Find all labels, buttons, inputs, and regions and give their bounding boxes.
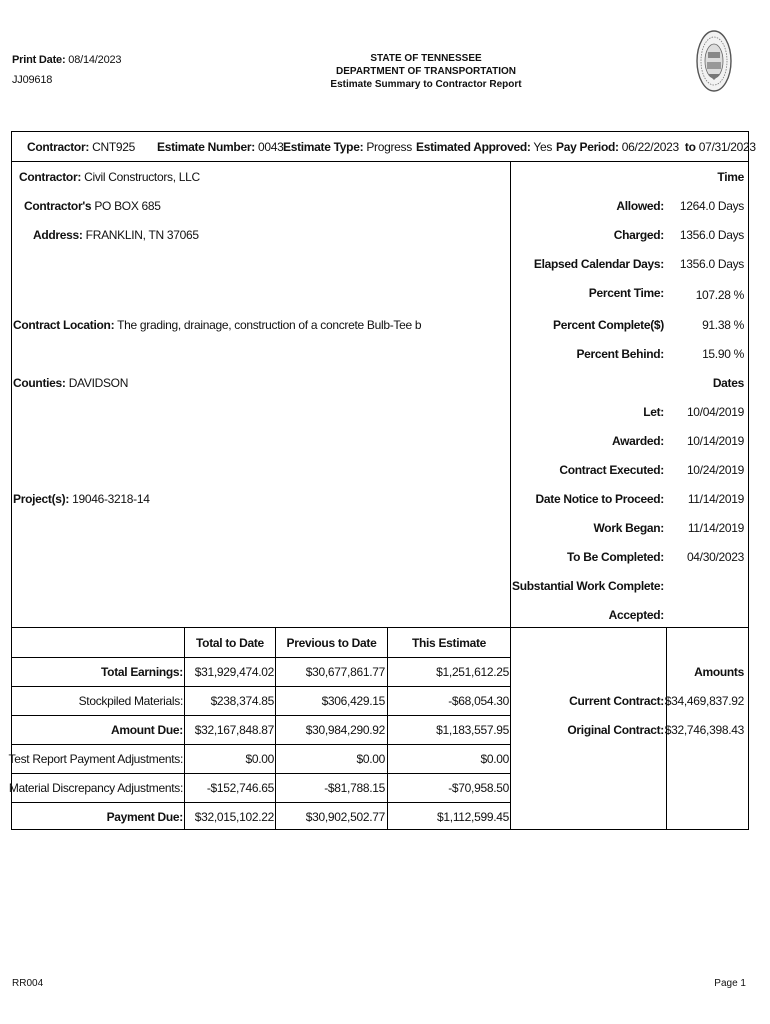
table-cell: -$70,958.50 <box>448 781 509 795</box>
accepted-label: Accepted: <box>608 608 664 622</box>
table-cell: $306,429.15 <box>321 694 385 708</box>
table-row <box>9 781 183 795</box>
row-label: Material Discrepancy Adjustments: <box>8 781 183 795</box>
left-border <box>11 131 12 830</box>
right-border <box>748 131 749 830</box>
percent-behind-value: 15.90 % <box>702 347 744 361</box>
summary-estimate-type-label: Estimate Type: <box>283 140 364 154</box>
table-row <box>101 665 183 679</box>
table-cell: $0.00 <box>356 752 385 766</box>
counties <box>13 376 128 390</box>
state-seal-icon <box>696 30 732 92</box>
contractor-po-label: Contractor's <box>24 199 92 213</box>
report-code: RR004 <box>12 978 44 989</box>
col-previous-to-date: Previous to Date <box>286 636 377 650</box>
contractor-name <box>19 170 200 184</box>
contractor-name-value: Civil Constructors, LLC <box>84 170 200 184</box>
summary-estimated-approved-value: Yes <box>533 140 553 154</box>
row-label: Test Report Payment Adjustments: <box>8 752 183 766</box>
print-date-value: 08/14/2023 <box>68 54 122 66</box>
table-cell: $30,677,861.77 <box>305 665 385 679</box>
table-row <box>79 694 183 708</box>
elapsed-label: Elapsed Calendar Days: <box>533 257 664 271</box>
bottom-border <box>11 829 749 830</box>
time-heading: Time <box>717 170 744 184</box>
table-cell: $32,015,102.22 <box>194 810 274 824</box>
col-total-to-date: Total to Date <box>196 636 264 650</box>
summary-estimate-type <box>283 140 412 154</box>
report-header <box>290 52 562 91</box>
executed-value: 10/24/2019 <box>686 463 744 477</box>
row-label: Total Earnings: <box>101 665 183 679</box>
department-name: DEPARTMENT OF TRANSPORTATION <box>336 66 516 77</box>
table-cell: $0.00 <box>245 752 274 766</box>
original-contract-value: $32,746,398.43 <box>664 723 744 737</box>
grid-row-6 <box>11 802 511 803</box>
allowed-value: 1264.0 Days <box>679 199 744 213</box>
row-label: Payment Due: <box>106 810 183 824</box>
table-cell: $30,902,502.77 <box>305 810 385 824</box>
original-contract-label: Original Contract: <box>567 723 664 737</box>
to-be-completed-label: To Be Completed: <box>567 550 664 564</box>
print-date <box>12 54 121 66</box>
job-id: JJ09618 <box>12 74 53 86</box>
grid-row-3 <box>11 715 511 716</box>
counties-label: Counties: <box>13 376 66 390</box>
elapsed-value: 1356.0 Days <box>679 257 744 271</box>
table-row <box>9 752 183 766</box>
contractor-name-label: Contractor: <box>19 170 82 184</box>
summary-bottom-border <box>11 161 749 162</box>
charged-label: Charged: <box>613 228 664 242</box>
summary-pay-period <box>556 140 756 154</box>
grid-row-4 <box>11 744 511 745</box>
top-border <box>11 131 749 132</box>
contract-location <box>13 318 421 332</box>
table-cell: $32,167,848.87 <box>194 723 274 737</box>
report-title: Estimate Summary to Contractor Report <box>330 79 522 90</box>
grid-row-1 <box>11 657 511 658</box>
projects <box>13 492 150 506</box>
awarded-label: Awarded: <box>611 434 664 448</box>
table-cell: $1,112,599.45 <box>437 810 509 824</box>
state-name: STATE OF TENNESSEE <box>370 53 482 64</box>
summary-contractor-label: Contractor: <box>27 140 90 154</box>
page-number: Page 1 <box>714 978 746 989</box>
percent-time-label: Percent Time: <box>588 286 664 300</box>
summary-estimate-type-value: Progress <box>366 140 412 154</box>
row-label: Stockpiled Materials: <box>78 694 183 708</box>
let-label: Let: <box>643 405 664 419</box>
substantial-label: Substantial Work Complete: <box>512 579 664 593</box>
table-cell: -$68,054.30 <box>448 694 509 708</box>
table-cell: -$81,788.15 <box>324 781 385 795</box>
projects-label: Project(s): <box>13 492 70 506</box>
contractor-po-box <box>24 199 161 213</box>
table-row <box>111 723 183 737</box>
work-began-value: 11/14/2019 <box>687 521 744 535</box>
summary-estimated-approved <box>416 140 552 154</box>
notice-value: 11/14/2019 <box>687 492 744 506</box>
counties-value: DAVIDSON <box>68 376 129 390</box>
charged-value: 1356.0 Days <box>679 228 744 242</box>
table-cell: -$152,746.65 <box>206 781 274 795</box>
table-cell: $238,374.85 <box>210 694 274 708</box>
table-cell: $0.00 <box>480 752 509 766</box>
grid-row-5 <box>11 773 511 774</box>
table-cell: $31,929,474.02 <box>194 665 274 679</box>
executed-label: Contract Executed: <box>559 463 664 477</box>
contract-location-value: The grading, drainage, construction of a concrete Bulb-Tee b <box>117 318 422 332</box>
row-label: Amount Due: <box>110 723 183 737</box>
table-cell: $1,251,612.25 <box>436 665 509 679</box>
allowed-label: Allowed: <box>616 199 664 213</box>
percent-complete-value: 91.38 % <box>702 318 744 332</box>
work-began-label: Work Began: <box>593 521 664 535</box>
contractor-address <box>33 228 199 242</box>
percent-time-value: 107.28 % <box>695 288 744 302</box>
notice-label: Date Notice to Proceed: <box>535 492 664 506</box>
summary-estimate-number-label: Estimate Number: <box>157 140 255 154</box>
percent-behind-label: Percent Behind: <box>576 347 664 361</box>
summary-pay-period-to: 07/31/2023 <box>698 140 756 154</box>
info-divider <box>510 161 511 628</box>
contract-location-label: Contract Location: <box>13 318 115 332</box>
summary-pay-period-label: Pay Period: <box>556 140 619 154</box>
print-date-label: Print Date: <box>12 54 66 66</box>
to-be-completed-value: 04/30/2023 <box>686 550 744 564</box>
awarded-value: 10/14/2019 <box>686 434 744 448</box>
summary-estimated-approved-label: Estimated Approved: <box>416 140 531 154</box>
summary-contractor-code: CNT925 <box>92 140 135 154</box>
summary-pay-period-from: 06/22/2023 <box>621 140 679 154</box>
info-bottom-border <box>11 627 749 628</box>
summary-contractor <box>27 140 135 154</box>
table-cell: $1,183,557.95 <box>436 723 509 737</box>
let-value: 10/04/2019 <box>686 405 744 419</box>
projects-value: 19046-3218-14 <box>72 492 150 506</box>
col-this-estimate: This Estimate <box>411 636 487 650</box>
summary-estimate-number-value: 0043 <box>257 140 284 154</box>
current-contract-label: Current Contract: <box>569 694 664 708</box>
dates-heading: Dates <box>712 376 744 390</box>
summary-estimate-number <box>157 140 283 154</box>
summary-pay-period-to-label: to <box>684 140 696 154</box>
table-row <box>107 810 183 824</box>
contractor-po-value: PO BOX 685 <box>94 199 161 213</box>
percent-complete-label: Percent Complete($) <box>553 318 664 332</box>
contractor-address-label: Address: <box>33 228 83 242</box>
current-contract-value: $34,469,837.92 <box>664 694 744 708</box>
grid-row-2 <box>11 686 511 687</box>
table-cell: $30,984,290.92 <box>305 723 385 737</box>
contractor-address-value: FRANKLIN, TN 37065 <box>85 228 199 242</box>
amounts-heading: Amounts <box>694 665 744 679</box>
